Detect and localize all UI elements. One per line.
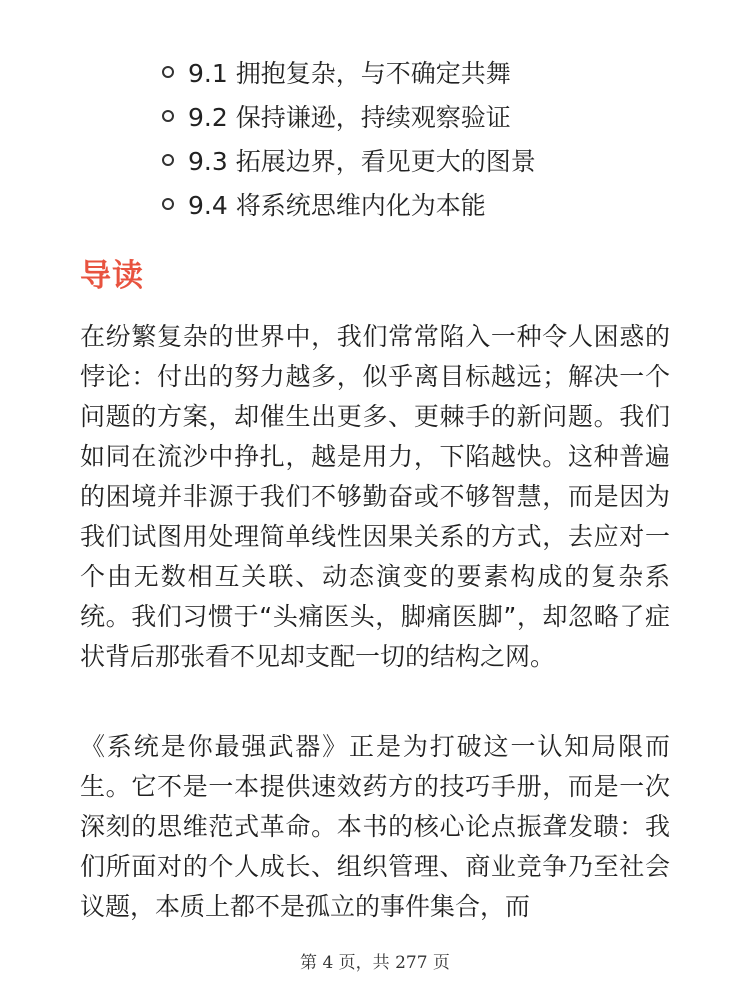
toc-item[interactable]: [162, 50, 536, 94]
hollow-circle-bullet-icon: [162, 66, 174, 78]
section-heading: 导读: [80, 258, 144, 294]
toc-item-label: 9.2 保持谦逊，持续观察验证: [188, 103, 511, 132]
body-paragraph: 《系统是你最强武器》正是为打破这一认知局限而生。它不是一本提供速效药方的技巧手册，而是一次深刻的思维范式革命。本书的核心论点振聋发聩：我们所面对的个人成长、组织管理、商业竞争乃至社会议题，本质上都不是孤立的事件集合，而: [80, 732, 670, 921]
body-paragraph: 在纷繁复杂的世界中，我们常常陷入一种令人困惑的悖论：付出的努力越多，似乎离目标越远；解决一个问题的方案，却催生出更多、更棘手的新问题。我们如同在流沙中挣扎，越是用力，下陷越快。这种普遍的困境并非源于我们不够勤奋或不够智慧，而是因为我们试图用处理简单线性因果关系的方式，去应对一个由无数相互关联、动态演变的要素构成的复杂系统。我们习惯于“头痛医头，脚痛医脚”，却忽略了症状背后那张看不见却支配一切的结构之网。: [80, 322, 670, 671]
toc-item-label: 9.4 将系统思维内化为本能: [188, 191, 486, 220]
hollow-circle-bullet-icon: [162, 154, 174, 166]
table-of-contents: [162, 50, 536, 226]
toc-item-label: 9.3 拓展边界，看见更大的图景: [188, 147, 536, 176]
page-number-footer: 第 4 页，共 277 页: [300, 953, 450, 973]
toc-item-label: 9.1 拥抱复杂，与不确定共舞: [188, 59, 511, 88]
toc-item[interactable]: [162, 138, 536, 182]
toc-item[interactable]: [162, 182, 536, 226]
hollow-circle-bullet-icon: [162, 110, 174, 122]
toc-item[interactable]: [162, 94, 536, 138]
hollow-circle-bullet-icon: [162, 198, 174, 210]
